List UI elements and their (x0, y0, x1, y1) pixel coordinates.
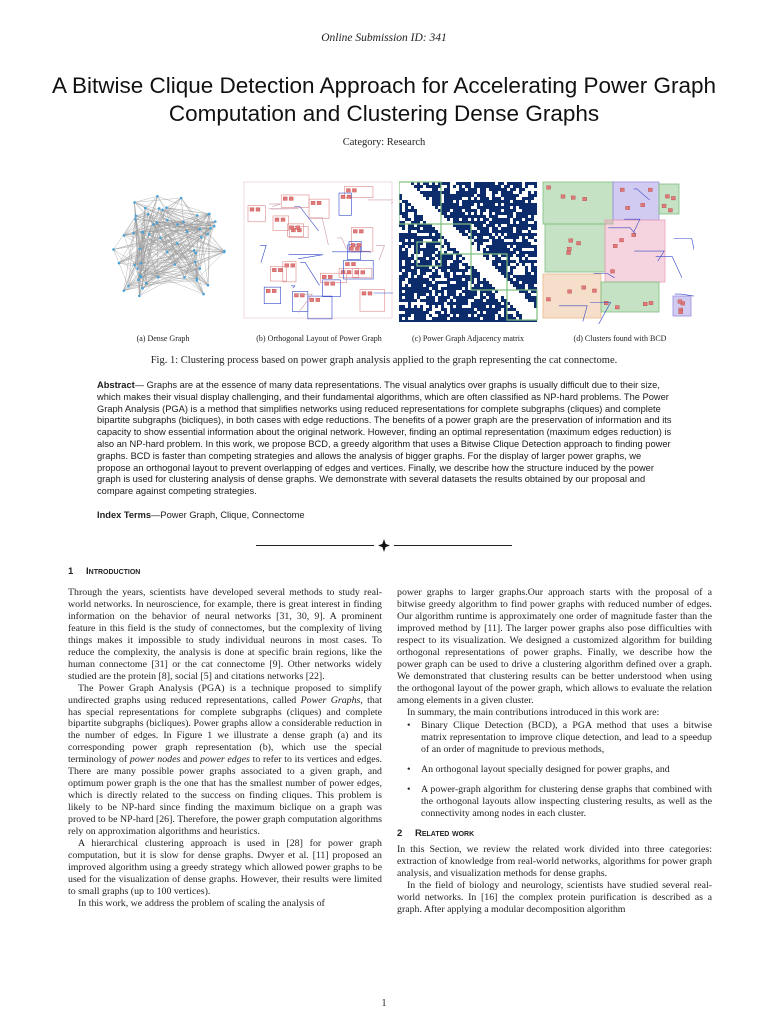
right-column (397, 587, 712, 916)
subcaption-a: (a) Dense Graph (136, 334, 190, 343)
contributions-list (397, 720, 712, 820)
related-paragraph-2: In the field of biology and neurology, scientists have studied several real-world networks. In [16] the complex protein purification is described as a graph. After applying a modular decomposition algorithm (397, 879, 712, 915)
intro-paragraph-6: In summary, the main contributions introduced in this work are: (407, 706, 660, 718)
clusters-panel (541, 178, 694, 324)
paper-title: A Bitwise Clique Detection Approach for Accelerating Power Graph Computation and Clustering Dense Graphs (51, 73, 717, 126)
section-heading-related-work (397, 828, 712, 840)
section-divider (256, 541, 512, 551)
subcaption-d: (d) Clusters found with BCD (573, 334, 667, 343)
subcaption-b: (b) Orthogonal Layout of Power Graph (256, 334, 382, 343)
dense-graph-panel (90, 178, 240, 324)
intro-paragraph-4: In this work, we address the problem of scaling the analysis of (78, 897, 325, 909)
section-title: Introduction (86, 566, 141, 577)
page-number: 1 (381, 998, 387, 1009)
abstract-label: Abstract (97, 380, 135, 390)
left-column (68, 587, 382, 910)
section-title: Related work (415, 828, 475, 840)
section-heading-introduction (68, 566, 140, 577)
figure-caption: Fig. 1: Clustering process based on power graph analysis applied to the graph representing the cat connectome. (150, 355, 618, 366)
submission-id: Online Submission ID: 341 (321, 32, 447, 44)
paper-category: Category: Research (342, 137, 426, 148)
subcaption-c: (c) Power Graph Adjacency matrix (412, 334, 524, 343)
figure-1 (90, 178, 694, 330)
intro-paragraph-5: power graphs to larger graphs.Our approach starts with the proposal of a bitwise greedy algorithm to find power graphs with reduced number of edges. Our algorithm runtime is approximately one order of magnitude faster than the improved method by [11]. The larger power graphs also pose difficulties with respect to its visualization. We designed a customized algorithm for building orthogonal representations of power graphs. Finally, we describe how the power graph can be used to drive a clustering algorithm defined over a graph. We demonstrated that clustering results can be better understood when using the orthogonal layout of the power graph, which allows to evaluate the relation among elements in a given cluster. (397, 587, 712, 706)
abstract (97, 380, 673, 498)
intro-paragraph-2: The Power Graph Analysis (PGA) is a technique proposed to simplify undirected graphs using reduced representations, called Power Graphs, that has special representations for complete subgraphs (cliques) and complete bipartite subgraphs (bicliques). Power graphs allow a considerable reduction in the number of edges. In Figure 1 we illustrate a dense graph (a) and its corresponding power graph representation (b), which use the special terminology of power nodes and power edges to refer to its vertices and edges. There are many possible power graphs associated to a given graph, and optimum power graph is the one that has the smallest number of power edges, which is directly related to the success on finding cliques. This problem is likely to be NP-hard since finding the maximum biclique on a graph was proved to be NP-hard [26]. Therefore, the power graph computation algorithms rely on approximation algorithms and heuristics. (68, 682, 383, 838)
index-terms-text: —Power Graph, Clique, Connectome (151, 510, 305, 520)
index-terms (97, 510, 673, 520)
section-number: 2 (397, 828, 403, 840)
orthogonal-layout-panel (243, 178, 393, 324)
intro-paragraph-1: Through the years, scientists have developed several methods to study real-world networks. In neuroscience, for example, there is great interest in finding information on the behavior of neural networks [31, 30, 9]. A prominent feature in this field is the study of connectomes, but the complexity of living things makes it impossible to study individual neurons in most cases. To reduce the complexity, the analysis is done at specific brain regions, like the human connectome [31] or the cat connectome [9]. Other networks widely studied are the protein [8], social [5] and citations networks [22]. (68, 587, 382, 682)
adjacency-matrix-panel (399, 178, 539, 324)
index-terms-label: Index Terms (97, 510, 152, 520)
list-item: • An orthogonal layout specially designed for power graphs, and (397, 764, 712, 776)
abstract-text: — Graphs are at the essence of many data representations. The visual analytics over graphs is usually difficult due to their size, which makes their visual display challenging, and their fundamental algorithms, which are often classified as NP-hard problems. The Power Graph Analysis (PGA) is a method that simplifies networks using reduced representations for complete subgraphs (cliques) and complete bipartite subgraphs (bicliques), in both cases with edge reductions. The benefits of a power graph are the preservation of information and its capacity to show essential information about the original network. However, finding an optimal representation (maximum edges reduction) is also an NP-hard problem. In this work, we propose BCD, a greedy algorithm that uses a Bitwise Clique Detection approach to finding power graphs. BCD is faster than competing strategies and allows the analysis of bigger graphs. For the display of larger power graphs, we propose an orthogonal layout to prevent overlapping of edges and vertices. Finally, we describe how the structure induced by the power graph is used for clustering analysis of dense graphs. We demonstrate with several datasets the results obtained by our proposal and compare against competing strategies. (97, 380, 672, 497)
list-item: • Binary Clique Detection (BCD), a PGA method that uses a bitwise matrix representation to improve clique detection, and lead to a speedup of an order of magnitude to previous methods, (397, 720, 712, 756)
diamond-ornament-icon (378, 539, 390, 552)
related-paragraph-1: In this Section, we review the related work divided into three categories: extraction of knowledge from real-world networks, algorithms for power graph analysis, and visualization methods for dense graphs. (397, 844, 712, 880)
intro-paragraph-3: A hierarchical clustering approach is used in [28] for power graph computation, but it is slow for dense graphs. Dwyer et al. [11] proposed an improved algorithm using a greedy strategy which allowed power graphs to be used for the visualization of dense graphs. However, their results were limited to small graphs (up to 100 vertices). (68, 838, 382, 897)
list-item: • A power-graph algorithm for clustering dense graphs that combined with the orthogonal layouts allow inspecting clustering results, as well as the connectivity among nodes in each cluster. (397, 784, 712, 820)
section-number: 1 (68, 566, 74, 577)
